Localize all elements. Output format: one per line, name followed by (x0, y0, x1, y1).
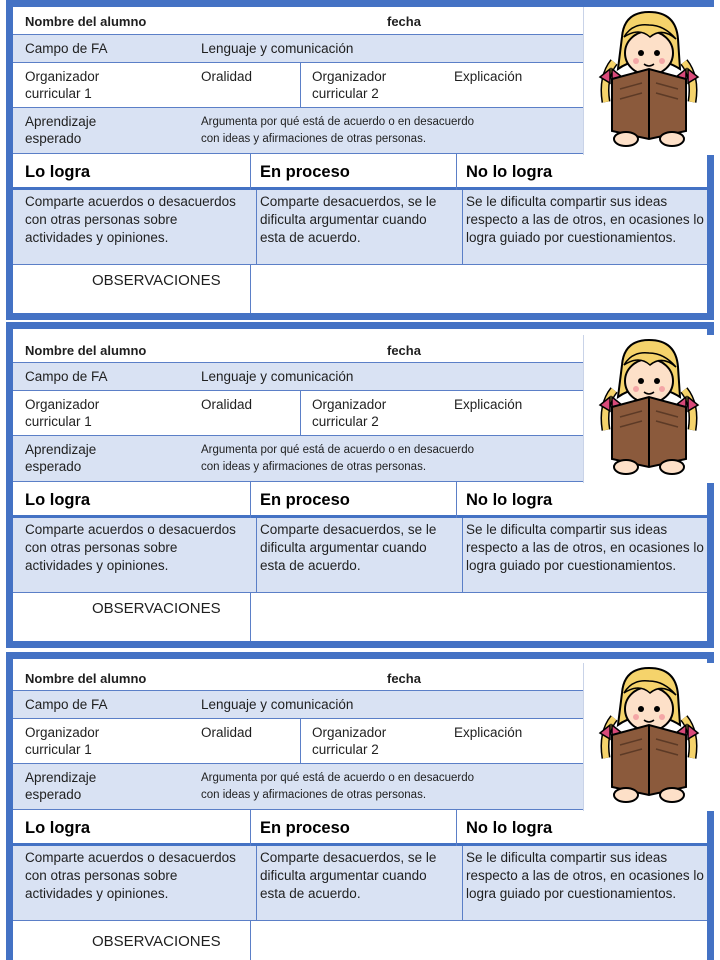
aprendizaje-value-line2: con ideas y afirmaciones de otras personas. (201, 133, 427, 145)
date-label: fecha (387, 343, 421, 358)
org1-value: Oralidad (201, 725, 253, 740)
level-divider-1 (250, 482, 251, 518)
col-no-lo-logra: No lo logra (466, 819, 553, 837)
level-header-row (13, 482, 707, 518)
aprendizaje-value-line1: Argumenta por qué está de acuerdo o en desacuerdo (201, 116, 474, 128)
col-lo-logra: Lo logra (25, 163, 91, 181)
org-divider (300, 391, 301, 436)
aprendizaje-label: Aprendizaje esperado (25, 770, 97, 802)
col-en-proceso: En proceso (260, 491, 350, 509)
girl-reading-book-icon (584, 335, 714, 483)
card-body (13, 7, 707, 313)
desc-divider-1 (256, 190, 257, 265)
observations-label: OBSERVACIONES (92, 600, 221, 617)
desc-divider-2 (462, 846, 463, 921)
desc-no-lo-logra: Se le dificulta compartir sus ideas respecto a las de otros, en ocasiones lo logra guiado por cuestionamientos. (466, 194, 704, 245)
student-name-label: Nombre del alumno (25, 343, 147, 358)
col-no-lo-logra: No lo logra (466, 491, 553, 509)
org1-label: Organizador curricular 1 (25, 397, 100, 429)
col-lo-logra: Lo logra (25, 819, 91, 837)
illustration-panel (583, 335, 714, 483)
level-divider-1 (250, 810, 251, 846)
org1-value: Oralidad (201, 69, 253, 84)
org1-label: Organizador curricular 1 (25, 69, 100, 101)
girl-reading-book-icon (584, 663, 714, 811)
level-desc-row (13, 190, 707, 265)
aprendizaje-label: Aprendizaje esperado (25, 442, 97, 474)
desc-divider-2 (462, 518, 463, 593)
level-header-row (13, 810, 707, 846)
desc-divider-2 (462, 190, 463, 265)
observations-label: OBSERVACIONES (92, 933, 221, 950)
desc-lo-logra: Comparte acuerdos o desacuerdos con otras personas sobre actividades y opiniones. (25, 522, 236, 573)
org2-label: Organizador curricular 2 (312, 69, 387, 101)
campo-label: Campo de FA (25, 369, 108, 384)
desc-en-proceso: Comparte desacuerdos, se le dificulta argumentar cuando esta de acuerdo. (260, 522, 437, 573)
aprendizaje-label: Aprendizaje esperado (25, 114, 97, 146)
desc-en-proceso: Comparte desacuerdos, se le dificulta argumentar cuando esta de acuerdo. (260, 194, 437, 245)
student-name-label: Nombre del alumno (25, 14, 147, 29)
campo-value: Lenguaje y comunicación (201, 697, 354, 712)
date-label: fecha (387, 671, 421, 686)
aprendizaje-value-line1: Argumenta por qué está de acuerdo o en desacuerdo (201, 772, 474, 784)
observations-label: OBSERVACIONES (92, 272, 221, 289)
level-divider-2 (456, 154, 457, 190)
desc-lo-logra: Comparte acuerdos o desacuerdos con otras personas sobre actividades y opiniones. (25, 194, 236, 245)
desc-no-lo-logra: Se le dificulta compartir sus ideas respecto a las de otros, en ocasiones lo logra guiado por cuestionamientos. (466, 850, 704, 901)
col-no-lo-logra: No lo logra (466, 163, 553, 181)
level-divider-2 (456, 482, 457, 518)
level-desc-row (13, 846, 707, 921)
observations-row (13, 265, 707, 313)
org2-label: Organizador curricular 2 (312, 725, 387, 757)
campo-label: Campo de FA (25, 697, 108, 712)
org2-value: Explicación (454, 69, 523, 84)
col-en-proceso: En proceso (260, 163, 350, 181)
campo-value: Lenguaje y comunicación (201, 369, 354, 384)
aprendizaje-value-line1: Argumenta por qué está de acuerdo o en desacuerdo (201, 444, 474, 456)
girl-reading-book-icon (584, 7, 714, 155)
evaluation-card (6, 0, 714, 320)
evaluation-card (6, 652, 714, 960)
org1-value: Oralidad (201, 397, 253, 412)
level-divider-2 (456, 810, 457, 846)
org2-label: Organizador curricular 2 (312, 397, 387, 429)
org-divider (300, 719, 301, 764)
campo-label: Campo de FA (25, 41, 108, 56)
org2-value: Explicación (454, 397, 523, 412)
illustration-panel (583, 663, 714, 811)
desc-lo-logra: Comparte acuerdos o desacuerdos con otras personas sobre actividades y opiniones. (25, 850, 236, 901)
level-divider-1 (250, 154, 251, 190)
observations-field[interactable] (251, 921, 707, 960)
observations-field[interactable] (251, 593, 707, 641)
observations-field[interactable] (251, 265, 707, 313)
date-label: fecha (387, 14, 421, 29)
level-desc-row (13, 518, 707, 593)
org2-value: Explicación (454, 725, 523, 740)
campo-value: Lenguaje y comunicación (201, 41, 354, 56)
student-name-label: Nombre del alumno (25, 671, 147, 686)
desc-divider-1 (256, 846, 257, 921)
aprendizaje-value-line2: con ideas y afirmaciones de otras personas. (201, 789, 427, 801)
desc-no-lo-logra: Se le dificulta compartir sus ideas respecto a las de otros, en ocasiones lo logra guiado por cuestionamientos. (466, 522, 704, 573)
desc-en-proceso: Comparte desacuerdos, se le dificulta argumentar cuando esta de acuerdo. (260, 850, 437, 901)
evaluation-card (6, 322, 714, 648)
col-en-proceso: En proceso (260, 819, 350, 837)
card-body (13, 659, 707, 960)
desc-divider-1 (256, 518, 257, 593)
col-lo-logra: Lo logra (25, 491, 91, 509)
level-header-row (13, 154, 707, 190)
org-divider (300, 63, 301, 108)
illustration-panel (583, 7, 714, 155)
observations-row (13, 921, 707, 960)
aprendizaje-value-line2: con ideas y afirmaciones de otras personas. (201, 461, 427, 473)
card-body (13, 329, 707, 641)
observations-row (13, 593, 707, 641)
org1-label: Organizador curricular 1 (25, 725, 100, 757)
